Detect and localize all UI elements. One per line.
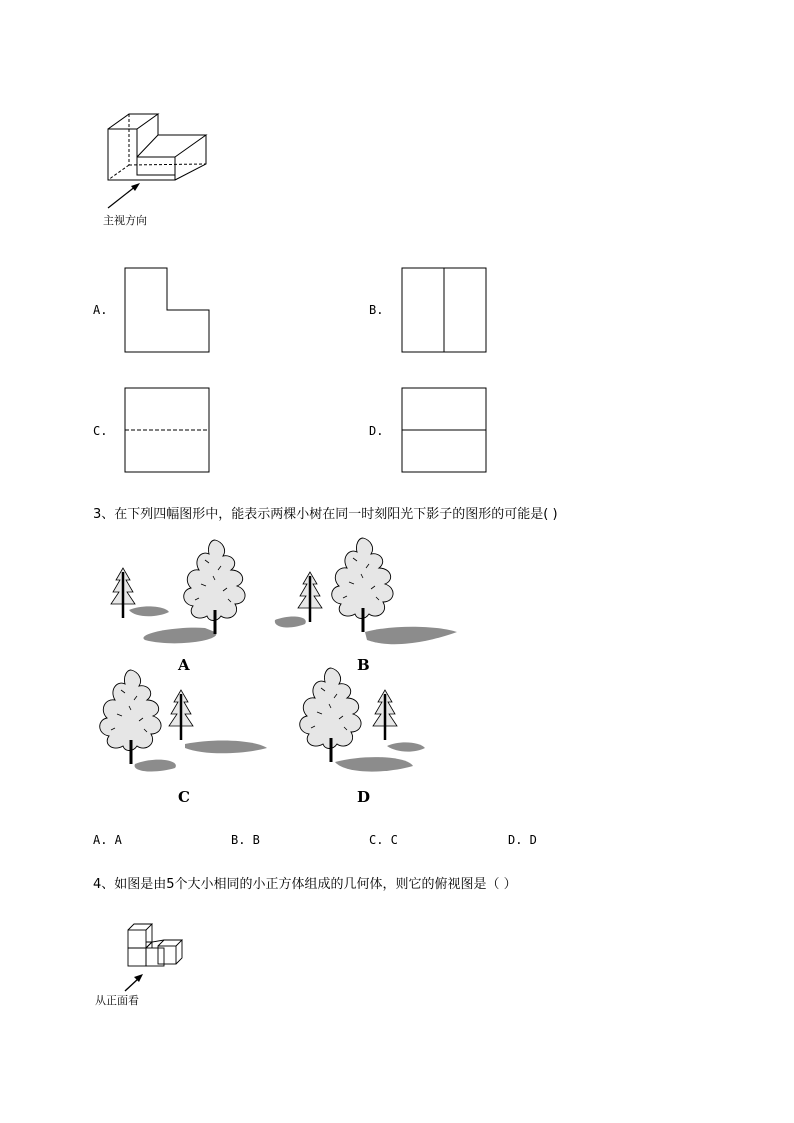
scene-a-label: A [178,656,190,674]
option-b-label[interactable]: B. [369,303,384,317]
question-4-text: 4、如图是由5个大小相同的小正方体组成的几何体，则它的俯视图是（ ） [93,877,517,892]
front-view-arrow [122,972,146,994]
tree-shadow-scenes [95,540,475,810]
figure-caption-front-view: 从正面看 [95,994,139,1007]
option-a-label[interactable]: A. [93,303,108,317]
option-c-shape [124,387,210,473]
option-d-label[interactable]: D. [369,424,384,438]
answer-b[interactable]: B. B [231,833,260,847]
scene-d-label: D [357,788,371,806]
answer-a[interactable]: A. A [93,833,122,847]
view-direction-arrow [104,178,144,214]
option-d-shape [401,387,487,473]
option-b-shape [401,267,487,353]
answer-c[interactable]: C. C [369,833,398,847]
question-3-text: 3、在下列四幅图形中，能表示两棵小树在同一时刻阳光下影子的图形的可能是( ) [93,507,558,522]
scene-d [300,668,425,772]
scene-b [275,538,457,644]
cube-stack-figure [120,920,195,972]
scene-c [100,670,267,771]
option-c-label[interactable]: C. [93,424,108,438]
answer-d[interactable]: D. D [508,833,537,847]
figure-caption-view-direction: 主视方向 [103,214,147,227]
scene-a [111,540,245,643]
scene-c-label: C [178,788,190,806]
scene-b-label: B [357,656,370,674]
option-a-shape [124,267,210,353]
